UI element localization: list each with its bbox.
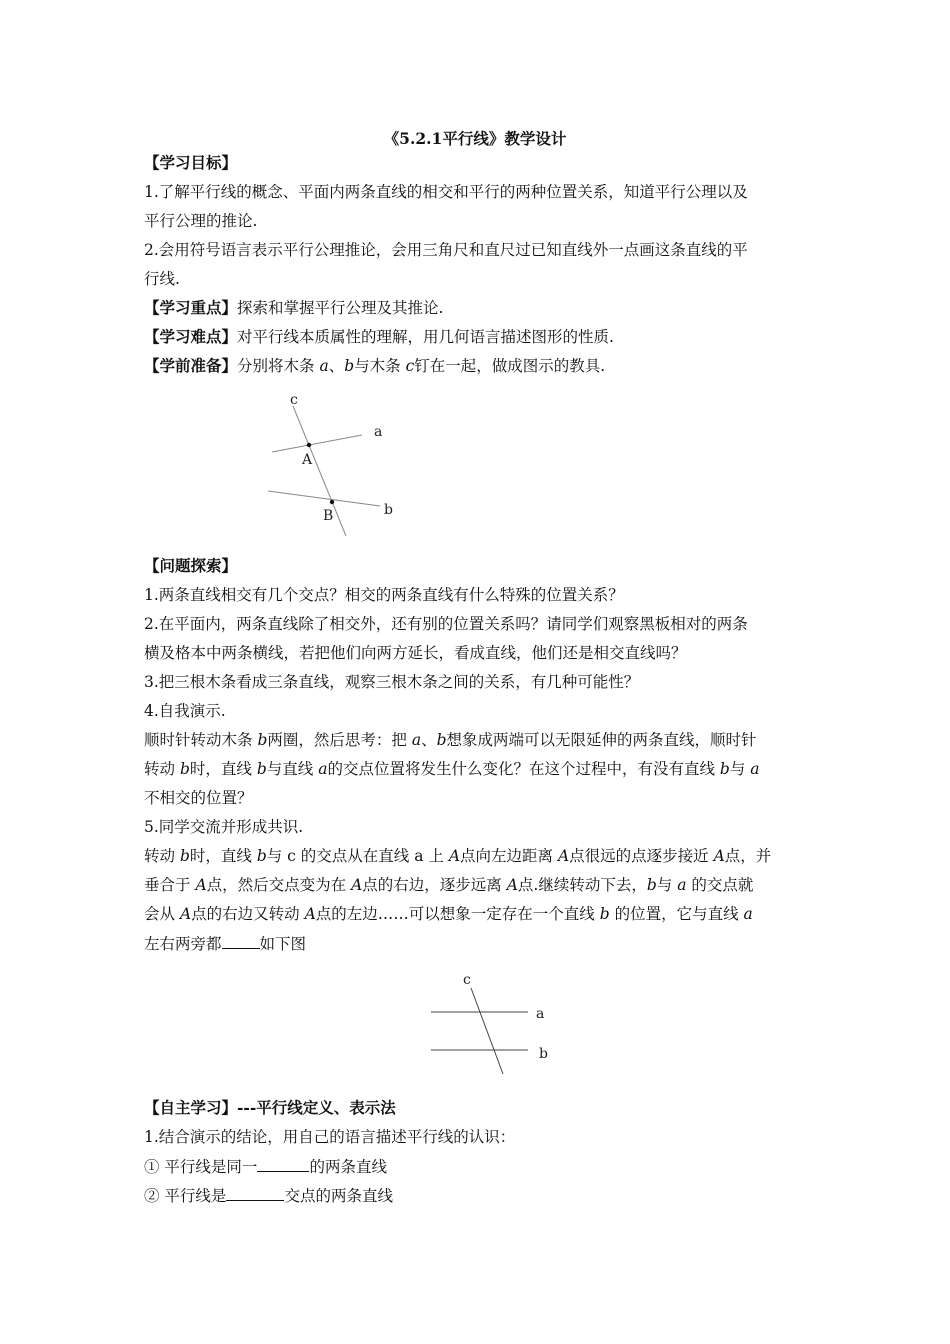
question-5: 5.同学交流并形成共识.	[144, 818, 304, 836]
focus-text: 探索和掌握平行公理及其推论.	[237, 299, 444, 317]
text-run: 时，直线	[189, 760, 257, 778]
text-run: 点向左边距离	[460, 847, 558, 865]
demo-line-2	[144, 759, 820, 779]
var-b: b	[257, 731, 268, 749]
text-run: 顺时针转动木条	[144, 731, 258, 749]
document-title: 《5.2.1平行线》教学设计	[383, 129, 567, 148]
goal-1-line-1: 1.了解平行线的概念、平面内两条直线的相交和平行的两种位置关系，知道平行公理以及	[144, 183, 748, 201]
var-a: a	[750, 760, 760, 778]
text-run: 分别将木条	[237, 357, 320, 375]
label-a: a	[536, 1006, 545, 1022]
text-run: 转动	[144, 847, 180, 865]
text-run: 的两条直线	[309, 1158, 387, 1176]
fill-blank[interactable]	[226, 1185, 284, 1201]
text-run: 两圈，然后思考：把	[267, 731, 412, 749]
text-run: 交点的两条直线	[284, 1187, 393, 1205]
line-c	[293, 406, 346, 536]
text-run: 、	[421, 731, 437, 749]
var-a: a	[411, 731, 422, 749]
goal-2-line-1: 2.会用符号语言表示平行公理推论，会用三角尺和直尺过已知直线外一点画这条直线的平	[144, 241, 748, 259]
var-A: A	[195, 876, 207, 894]
text-run: 垂合于	[144, 876, 196, 894]
text-run: 时，直线	[189, 847, 257, 865]
var-b: b	[179, 760, 190, 778]
text-run: 左右两旁都	[144, 935, 222, 953]
var-b: b	[256, 760, 267, 778]
var-A: A	[351, 876, 363, 894]
label-b: b	[384, 502, 393, 518]
text-run: 与木条	[354, 357, 406, 375]
var-A: A	[179, 905, 192, 923]
consensus-line-4	[144, 933, 820, 954]
self-study-blank-2	[144, 1185, 820, 1206]
text-run: 与	[656, 876, 678, 894]
self-study-blank-1	[144, 1156, 820, 1177]
line-b	[268, 491, 380, 506]
var-c: c	[405, 357, 415, 375]
text-run: 转动	[144, 760, 180, 778]
var-a: a	[677, 876, 687, 894]
text-run: 如下图	[259, 935, 307, 953]
explore-heading: 【问题探索】	[144, 556, 238, 575]
preparation-heading: 【学前准备】	[144, 356, 238, 375]
label-b: b	[539, 1046, 548, 1062]
point-B	[330, 500, 334, 504]
var-A: A	[506, 876, 518, 894]
fill-blank[interactable]	[257, 1156, 309, 1172]
label-B: B	[323, 508, 334, 524]
point-A	[307, 443, 311, 447]
text-run: ② 平行线是	[144, 1187, 227, 1205]
question-1: 1.两条直线相交有几个交点？相交的两条直线有什么特殊的位置关系？	[144, 586, 624, 604]
var-b: b	[256, 847, 267, 865]
text-run: ① 平行线是同一	[144, 1158, 258, 1176]
question-4: 4.自我演示.	[144, 702, 226, 720]
question-3: 3.把三根木条看成三条直线，观察三根木条之间的关系，有几种可能性？	[144, 673, 640, 691]
label-A: A	[302, 452, 313, 468]
consensus-line-3	[144, 904, 820, 924]
difficulty-line	[144, 327, 820, 347]
var-b: b	[436, 731, 447, 749]
text-run: 点，并	[724, 847, 772, 865]
text-run: 会从	[144, 905, 180, 923]
consensus-line-1	[144, 846, 820, 866]
text-run: 与	[729, 760, 751, 778]
focus-heading: 【学习重点】	[144, 298, 238, 317]
label-a: a	[374, 424, 383, 440]
var-a: a	[319, 357, 329, 375]
var-A: A	[304, 905, 316, 923]
text-run: 、	[328, 357, 345, 375]
difficulty-heading: 【学习难点】	[144, 327, 238, 346]
demo-line-1	[144, 730, 820, 750]
line-a	[272, 435, 362, 452]
text-run: 的交点就	[686, 876, 754, 894]
consensus-line-2	[144, 875, 820, 895]
self-study-heading: 【自主学习】---平行线定义、表示法	[144, 1098, 396, 1117]
figure-wooden-strips	[260, 388, 410, 538]
text-run: 与 c 的交点从在直线 a 上	[266, 847, 449, 865]
text-run: 点的右边，逐步远离	[362, 876, 507, 894]
var-b: b	[719, 760, 730, 778]
var-b: b	[599, 905, 610, 923]
preparation-line	[144, 356, 820, 376]
fill-blank[interactable]	[222, 933, 260, 949]
var-b: b	[344, 357, 355, 375]
text-run: 的位置，它与直线	[609, 905, 744, 923]
focus-line	[144, 298, 820, 318]
var-b: b	[646, 876, 657, 894]
label-c: c	[290, 392, 298, 408]
question-2-line-1: 2.在平面内，两条直线除了相交外，还有别的位置关系吗？请同学们观察黑板相对的两条	[144, 615, 748, 633]
figure-parallel-lines	[425, 968, 565, 1078]
text-run: 的交点位置将发生什么变化？在这个过程中，有没有直线	[327, 760, 720, 778]
text-run: 点的右边又转动	[191, 905, 305, 923]
difficulty-text: 对平行线本质属性的理解，用几何语言描述图形的性质.	[237, 328, 614, 346]
text-run: 点.继续转动下去，	[517, 876, 647, 894]
text-run: 点很远的点逐步接近	[569, 847, 714, 865]
text-run: 点，然后交点变为在	[206, 876, 352, 894]
var-A: A	[713, 847, 725, 865]
goal-2-line-2: 行线.	[144, 270, 180, 288]
var-A: A	[557, 847, 570, 865]
demo-line-3: 不相交的位置？	[144, 789, 253, 807]
var-A: A	[448, 847, 461, 865]
text-run: 钉在一起，做成图示的教具.	[414, 357, 606, 375]
var-a: a	[318, 760, 328, 778]
text-run: 点的左边……可以想象一定存在一个直线	[315, 905, 600, 923]
text-run: 想象成两端可以无限延伸的两条直线，顺时针	[446, 731, 757, 749]
text-run: 与直线	[266, 760, 319, 778]
var-b: b	[179, 847, 190, 865]
self-study-item-1: 1.结合演示的结论，用自己的语言描述平行线的认识：	[144, 1128, 516, 1146]
label-c: c	[463, 972, 471, 988]
var-a: a	[743, 905, 753, 923]
goals-heading: 【学习目标】	[144, 153, 238, 172]
line-c	[471, 988, 503, 1074]
question-2-line-2: 横及格本中两条横线，若把他们向两方延长，看成直线，他们还是相交直线吗？	[144, 644, 687, 662]
goal-1-line-2: 平行公理的推论.	[144, 212, 258, 230]
